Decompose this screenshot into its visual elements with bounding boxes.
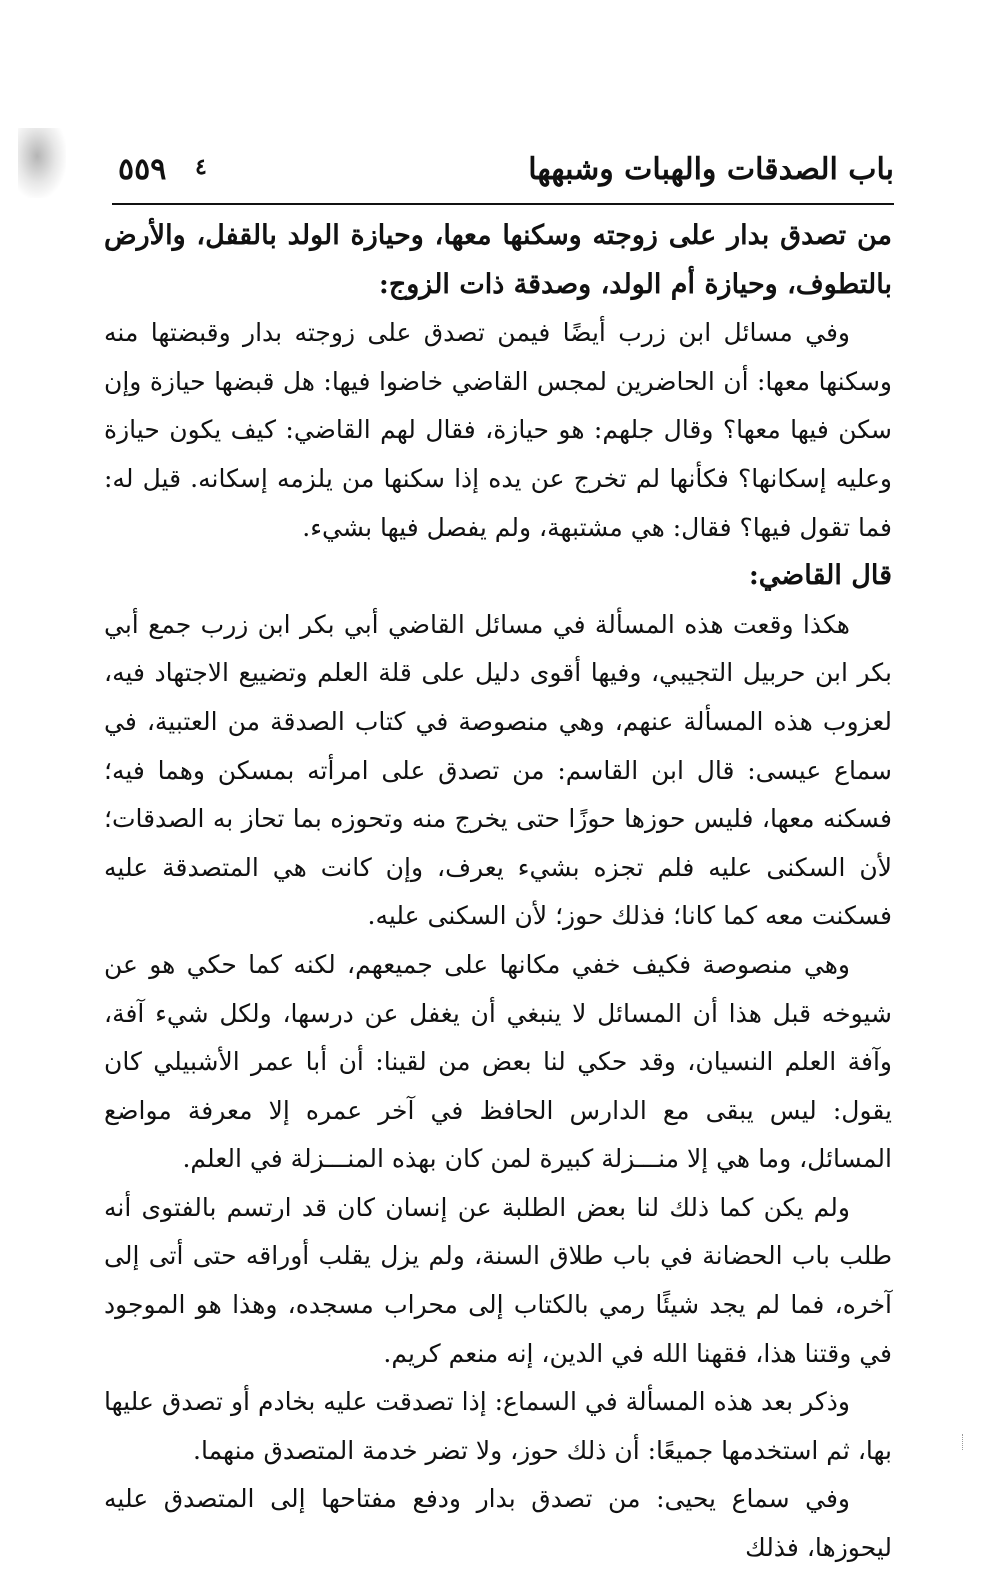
- paragraph-forgetting: وهي منصوصة فكيف خفي مكانها على جميعهم، لكنه كما حكي هو عن شيوخه قبل هذا أن المسائل لا ينبغي أن يغفل عن درسها، ولكل شيء آفة، وآفة العلم النسيان، وقد حكي لنا بعض من لقينا: أن أبا عمر الأشبيلي كان يقول: ليس يبقى مع الدارس الحافظ في آخر عمره إلا معرفة مواضع المسائل، وما هي إلا منـــزلة كبيرة لمن كان بهذه المنـــزلة في العلم.: [104, 949, 892, 1174]
- page-number: ٥٥٩: [118, 152, 167, 187]
- page-body: [104, 212, 892, 1573]
- paragraph-qadi-commentary: هكذا وقعت هذه المسألة في مسائل القاضي أبي بكر ابن زرب جمع أبي بكر ابن حربيل التجيبي، وفيها أقوى دليل على قلة العلم وتضييع الاجتهاد فيه، لعزوب هذه المسألة عنهم، وهي منصوصة في كتاب الصدقة من العتبية، في سماع عيسى: قال ابن القاسم: من تصدق على امرأته بمسكن وهما فيه؛ فسكنه معها، فليس حوزها حوزًا حتى يخرج منه وتحوزه بما تحاز به الصدقات؛ لأن السكنى عليه فلم تجزه بشيء يعرف، وإن كانت هي المتصدقة عليه فسكنت معه كما كانا؛ فذلك حوز؛ لأن السكنى عليه.: [104, 609, 892, 931]
- scan-smudge: [18, 128, 66, 198]
- paragraph-servant: وذكر بعد هذه المسألة في السماع: إذا تصدقت عليه بخادم أو تصدق عليها بها، ثم استخدمها جميعًا: أن ذلك حوز، ولا تضر خدمة المتصدق منهما.: [104, 1387, 892, 1465]
- section-heading: من تصدق بدار على زوجته وسكنها معها، وحيازة الولد بالقفل، والأرض بالتطوف، وحيازة أم الولد، وصدقة ذات الزوج:: [104, 220, 892, 300]
- running-title: باب الصدقات والهبات وشبهها: [528, 152, 894, 187]
- header-mark: ٤: [195, 154, 207, 180]
- paragraph-ibn-zarb: وفي مسائل ابن زرب أيضًا فيمن تصدق على زوجته بدار وقبضتها منه وسكنها معها: أن الحاضرين لمجس القاضي خاضوا فيها: هل قبضها حيازة وإن سكن فيها معها؟ وقال جلهم: هو حيازة، فقال لهم القاضي: كيف يكون حيازة وعليه إسكانها؟ فكأنها لم تخرج عن يده إذا سكنها من يلزمه إسكانه. قيل له: فما تقول فيها؟ فقال: هي مشتبهة، ولم يفصل فيها بشيء.: [104, 318, 892, 542]
- page-header: [118, 150, 894, 196]
- scan-mark: [962, 1434, 965, 1450]
- qadi-label: قال القاضي:: [748, 560, 892, 592]
- header-rule: [112, 203, 894, 205]
- paragraph-yahya: وفي سماع يحيى: من تصدق بدار ودفع مفتاحها إلى المتصدق عليه ليحوزها، فذلك: [104, 1484, 892, 1563]
- paragraph-student-anecdote: ولم يكن كما ذلك لنا بعض الطلبة عن إنسان كان قد ارتسم بالفتوى أنه طلب باب الحضانة في باب طلاق السنة، ولم يزل يقلب أوراقه حتى أتى إلى آخره، فما لم يجد شيئًا رمي بالكتاب إلى محراب مسجده، وهذا هو الموجود في وقتنا هذا، فقهنا الله في الدين، إنه منعم كريم.: [104, 1192, 892, 1368]
